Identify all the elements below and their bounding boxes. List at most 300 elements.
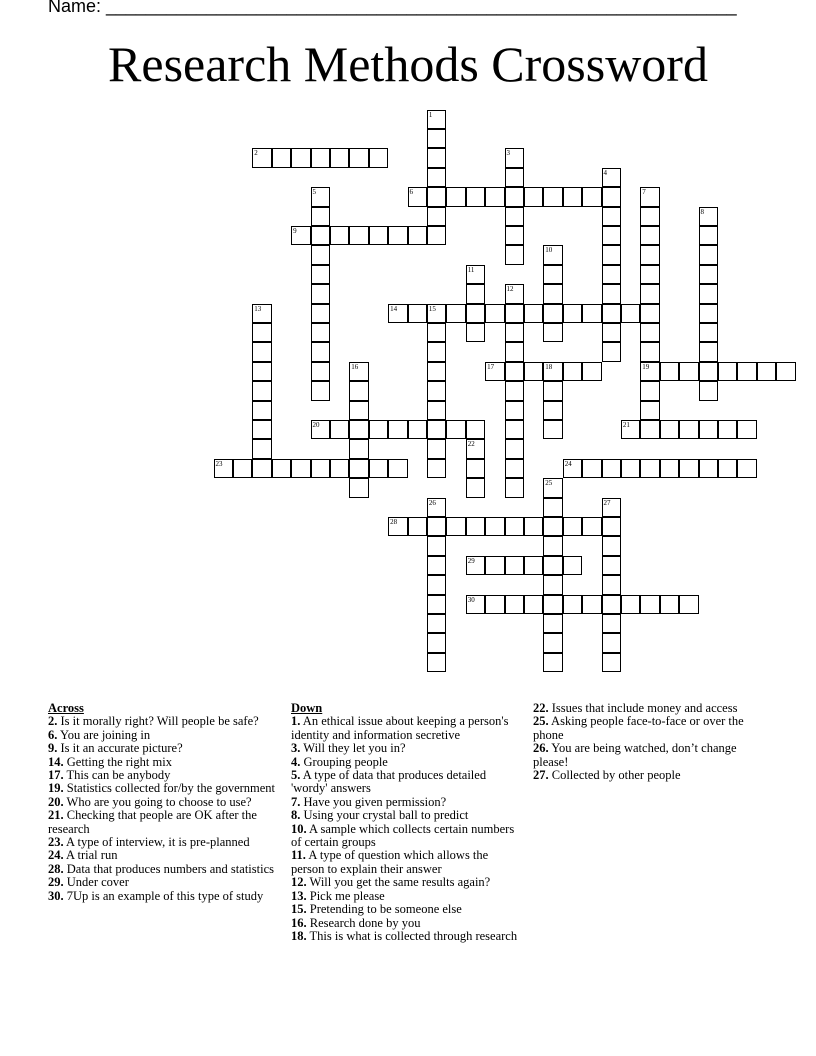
grid-cell[interactable] [466,304,486,324]
grid-cell[interactable] [388,517,408,537]
clue-number: 18. [291,928,307,943]
grid-cell[interactable] [349,459,369,479]
grid-cell[interactable] [349,148,369,168]
grid-cell[interactable] [427,129,447,149]
grid-cell[interactable] [718,459,738,479]
grid-cell[interactable] [543,595,563,615]
grid-cell[interactable] [349,362,369,382]
grid-cell[interactable] [699,381,719,401]
grid-cell[interactable] [427,362,447,382]
grid-cell[interactable] [408,420,428,440]
clue-item [533,742,763,769]
clue-number-label: 16 [351,362,359,371]
grid-cell[interactable] [621,595,641,615]
clue-item [48,782,278,795]
grid-cell[interactable] [446,304,466,324]
grid-cell[interactable] [505,304,525,324]
clue-item [48,890,278,903]
clue-number-label: 3 [506,149,510,158]
clue-number: 17. [48,768,64,783]
grid-cell[interactable] [543,517,563,537]
clue-text: Using your crystal ball to predict [300,808,469,823]
clue-item [48,876,278,889]
grid-cell[interactable] [485,187,505,207]
grid-cell[interactable] [582,459,602,479]
grid-cell[interactable] [524,187,544,207]
grid-cell[interactable] [466,187,486,207]
grid-cell[interactable] [621,420,641,440]
clue-text: A sample which collects certain numbers of certain groups [291,821,515,850]
grid-cell[interactable] [388,226,408,246]
grid-cell[interactable] [427,323,447,343]
grid-cell[interactable] [252,439,272,459]
grid-cell[interactable] [272,459,292,479]
grid-cell[interactable] [446,517,466,537]
grid-cell[interactable] [563,517,583,537]
clue-number-label: 1 [428,110,433,119]
grid-cell[interactable] [349,401,369,421]
grid-cell[interactable] [311,342,331,362]
grid-cell[interactable] [466,478,486,498]
grid-cell[interactable] [311,362,331,382]
grid-cell[interactable] [311,284,331,304]
grid-cell[interactable] [660,362,680,382]
grid-cell[interactable] [369,226,389,246]
grid-cell[interactable] [427,110,447,130]
grid-cell[interactable] [543,187,563,207]
grid-cell[interactable] [602,168,622,188]
grid-cell[interactable] [408,187,428,207]
grid-cell[interactable] [349,478,369,498]
grid-cell[interactable] [640,187,660,207]
grid-cell[interactable] [408,226,428,246]
grid-cell[interactable] [427,595,447,615]
grid-cell[interactable] [602,595,622,615]
grid-cell[interactable] [505,595,525,615]
clue-item [291,796,523,809]
grid-cell[interactable] [311,226,331,246]
grid-cell[interactable] [543,536,563,556]
clue-number-label: 14 [390,304,398,313]
grid-cell[interactable] [427,207,447,227]
clue-number-label: 9 [293,226,297,235]
grid-cell[interactable] [640,284,660,304]
clue-text: A type of interview, it is pre-planned [63,835,250,850]
clue-number: 15. [291,902,307,917]
clue-number: 16. [291,915,307,930]
grid-cell[interactable] [408,517,428,537]
clue-number: 8. [291,808,301,823]
grid-cell[interactable] [602,284,622,304]
grid-cell[interactable] [699,342,719,362]
grid-cell[interactable] [427,439,447,459]
grid-cell[interactable] [252,381,272,401]
grid-cell[interactable] [543,381,563,401]
clue-item [533,702,763,715]
clue-number: 26. [533,741,549,756]
grid-cell[interactable] [543,653,563,673]
grid-cell[interactable] [660,459,680,479]
grid-cell[interactable] [582,517,602,537]
grid-cell[interactable] [466,439,486,459]
grid-cell[interactable] [602,187,622,207]
grid-cell[interactable] [485,556,505,576]
grid-cell[interactable] [602,653,622,673]
grid-cell[interactable] [330,420,350,440]
grid-cell[interactable] [543,323,563,343]
grid-cell[interactable] [466,420,486,440]
down-list [291,715,523,943]
grid-cell[interactable] [563,556,583,576]
grid-cell[interactable] [660,420,680,440]
clue-number-label: 10 [545,246,553,255]
grid-cell[interactable] [466,323,486,343]
clue-item [48,849,278,862]
clue-number: 12. [291,875,307,890]
clue-item [48,769,278,782]
clue-number: 3. [291,741,301,756]
grid-cell[interactable] [427,342,447,362]
grid-cell[interactable] [737,420,757,440]
grid-cell[interactable] [699,362,719,382]
grid-cell[interactable] [427,226,447,246]
grid-cell[interactable] [427,420,447,440]
grid-cell[interactable] [427,148,447,168]
grid-cell[interactable] [388,304,408,324]
grid-cell[interactable] [602,265,622,285]
grid-cell[interactable] [349,226,369,246]
grid-cell[interactable] [582,304,602,324]
grid-cell[interactable] [427,459,447,479]
grid-cell[interactable] [252,420,272,440]
grid-cell[interactable] [505,323,525,343]
grid-cell[interactable] [349,381,369,401]
grid-cell[interactable] [582,595,602,615]
clue-number-label: 15 [428,304,436,313]
grid-cell[interactable] [602,517,622,537]
grid-cell[interactable] [543,245,563,265]
grid-cell[interactable] [602,459,622,479]
grid-cell[interactable] [640,245,660,265]
grid-cell[interactable] [602,245,622,265]
grid-cell[interactable] [311,323,331,343]
clue-number: 30. [48,888,64,903]
grid-cell[interactable] [330,459,350,479]
grid-cell[interactable] [679,459,699,479]
grid-cell[interactable] [388,420,408,440]
clue-text: Is it morally right? Will people be safe? [57,714,259,729]
grid-cell[interactable] [602,633,622,653]
grid-cell[interactable] [408,304,428,324]
clue-text: Collected by other people [548,768,681,783]
grid-cell[interactable] [543,498,563,518]
grid-cell[interactable] [718,420,738,440]
grid-cell[interactable] [640,381,660,401]
grid-cell[interactable] [505,207,525,227]
clue-item [48,796,278,809]
clue-number: 13. [291,888,307,903]
clue-text: Grouping people [300,754,388,769]
clue-item [291,769,523,796]
grid-cell[interactable] [543,401,563,421]
grid-cell[interactable] [699,323,719,343]
grid-cell[interactable] [427,168,447,188]
clue-text: Data that produces numbers and statistics [63,861,274,876]
across-heading: Across [48,701,84,715]
grid-cell[interactable] [543,556,563,576]
grid-cell[interactable] [466,595,486,615]
grid-cell[interactable] [679,420,699,440]
grid-cell[interactable] [291,148,311,168]
grid-cell[interactable] [252,304,272,324]
grid-cell[interactable] [602,498,622,518]
grid-cell[interactable] [582,362,602,382]
grid-cell[interactable] [543,420,563,440]
grid-cell[interactable] [427,517,447,537]
grid-cell[interactable] [369,459,389,479]
grid-cell[interactable] [505,187,525,207]
grid-cell[interactable] [505,401,525,421]
grid-cell[interactable] [291,226,311,246]
clue-item [291,715,523,742]
grid-cell[interactable] [446,187,466,207]
grid-cell[interactable] [640,459,660,479]
grid-cell[interactable] [543,478,563,498]
grid-cell[interactable] [602,304,622,324]
grid-cell[interactable] [349,439,369,459]
grid-cell[interactable] [505,478,525,498]
grid-cell[interactable] [252,401,272,421]
grid-cell[interactable] [466,284,486,304]
grid-cell[interactable] [505,284,525,304]
grid-cell[interactable] [311,207,331,227]
grid-cell[interactable] [466,459,486,479]
grid-cell[interactable] [679,595,699,615]
grid-cell[interactable] [640,304,660,324]
grid-cell[interactable] [214,459,234,479]
grid-cell[interactable] [427,304,447,324]
grid-cell[interactable] [640,226,660,246]
grid-cell[interactable] [427,187,447,207]
grid-cell[interactable] [602,226,622,246]
grid-cell[interactable] [679,362,699,382]
clue-number: 11. [291,848,306,863]
grid-cell[interactable] [602,323,622,343]
clue-item [291,756,523,769]
clue-number-label: 21 [622,420,630,429]
grid-cell[interactable] [485,595,505,615]
grid-cell[interactable] [602,556,622,576]
clue-number-label: 30 [467,595,475,604]
grid-cell[interactable] [330,148,350,168]
clue-text: You are joining in [57,727,151,742]
down-list-continued [533,702,763,782]
grid-cell[interactable] [252,323,272,343]
clue-number: 7. [291,794,301,809]
grid-cell[interactable] [505,226,525,246]
clue-item [291,809,523,822]
grid-cell[interactable] [427,614,447,634]
grid-cell[interactable] [699,420,719,440]
clue-text: Who are you going to choose to use? [63,794,252,809]
grid-cell[interactable] [660,595,680,615]
grid-cell[interactable] [543,633,563,653]
grid-cell[interactable] [466,517,486,537]
grid-cell[interactable] [311,459,331,479]
grid-cell[interactable] [505,168,525,188]
grid-cell[interactable] [640,342,660,362]
grid-cell[interactable] [427,381,447,401]
grid-cell[interactable] [427,401,447,421]
grid-cell[interactable] [466,556,486,576]
clue-item [48,756,278,769]
grid-cell[interactable] [311,304,331,324]
grid-cell[interactable] [233,459,253,479]
grid-cell[interactable] [252,148,272,168]
clue-text: Checking that people are OK after the research [48,808,257,836]
clue-item [291,917,523,930]
clue-number-label: 26 [428,498,436,507]
grid-cell[interactable] [543,265,563,285]
grid-cell[interactable] [505,420,525,440]
clue-item [291,823,523,850]
grid-cell[interactable] [311,187,331,207]
grid-cell[interactable] [640,595,660,615]
grid-cell[interactable] [737,459,757,479]
grid-cell[interactable] [446,420,466,440]
grid-cell[interactable] [524,556,544,576]
grid-cell[interactable] [699,459,719,479]
grid-cell[interactable] [505,439,525,459]
grid-cell[interactable] [602,536,622,556]
grid-cell[interactable] [466,265,486,285]
grid-cell[interactable] [427,653,447,673]
grid-cell[interactable] [485,304,505,324]
clue-number-label: 2 [254,149,258,158]
grid-cell[interactable] [505,342,525,362]
clue-number-label: 6 [409,188,413,197]
clue-number: 27. [533,768,549,783]
page-title: Research Methods Crossword [108,36,708,92]
grid-cell[interactable] [621,304,641,324]
clue-item [291,876,523,889]
grid-cell[interactable] [602,575,622,595]
grid-cell[interactable] [505,362,525,382]
clue-item [533,769,763,782]
grid-cell[interactable] [252,362,272,382]
grid-cell[interactable] [737,362,757,382]
grid-cell[interactable] [524,517,544,537]
grid-cell[interactable] [640,207,660,227]
grid-cell[interactable] [524,595,544,615]
grid-cell[interactable] [582,187,602,207]
grid-cell[interactable] [543,304,563,324]
grid-cell[interactable] [699,284,719,304]
grid-cell[interactable] [485,517,505,537]
grid-cell[interactable] [757,362,777,382]
grid-cell[interactable] [718,362,738,382]
clue-text: Have you given permission? [300,794,447,809]
grid-cell[interactable] [640,401,660,421]
grid-cell[interactable] [699,245,719,265]
grid-cell[interactable] [699,207,719,227]
grid-cell[interactable] [311,245,331,265]
clue-text: A trial run [63,848,118,863]
grid-cell[interactable] [602,342,622,362]
grid-cell[interactable] [524,362,544,382]
grid-cell[interactable] [699,226,719,246]
clue-number: 2. [48,714,58,729]
grid-cell[interactable] [563,362,583,382]
grid-cell[interactable] [330,226,350,246]
clue-text: Getting the right mix [63,754,172,769]
grid-cell[interactable] [563,459,583,479]
grid-cell[interactable] [621,459,641,479]
clue-text: Pick me please [306,888,385,903]
grid-cell[interactable] [349,420,369,440]
clue-number: 1. [291,714,301,729]
clue-text: Issues that include money and access [548,701,738,715]
grid-cell[interactable] [427,498,447,518]
grid-cell[interactable] [505,245,525,265]
clue-number-label: 8 [700,207,704,216]
grid-cell[interactable] [369,148,389,168]
grid-cell[interactable] [252,342,272,362]
clue-number-label: 27 [603,498,611,507]
grid-cell[interactable] [311,148,331,168]
clue-number: 25. [533,714,549,729]
grid-cell[interactable] [640,265,660,285]
grid-cell[interactable] [563,304,583,324]
grid-cell[interactable] [602,614,622,634]
grid-cell[interactable] [427,556,447,576]
grid-cell[interactable] [505,459,525,479]
grid-cell[interactable] [311,381,331,401]
grid-cell[interactable] [427,575,447,595]
grid-cell[interactable] [427,633,447,653]
grid-cell[interactable] [699,265,719,285]
grid-cell[interactable] [602,207,622,227]
grid-cell[interactable] [291,459,311,479]
grid-cell[interactable] [776,362,796,382]
grid-cell[interactable] [505,517,525,537]
clue-text: Will you get the same results again? [306,875,491,890]
grid-cell[interactable] [388,459,408,479]
grid-cell[interactable] [563,595,583,615]
grid-cell[interactable] [505,148,525,168]
grid-cell[interactable] [640,323,660,343]
grid-cell[interactable] [252,459,272,479]
grid-cell[interactable] [699,304,719,324]
grid-cell[interactable] [543,284,563,304]
grid-cell[interactable] [543,614,563,634]
grid-cell[interactable] [640,420,660,440]
grid-cell[interactable] [311,420,331,440]
grid-cell[interactable] [524,304,544,324]
grid-cell[interactable] [505,381,525,401]
grid-cell[interactable] [543,362,563,382]
grid-cell[interactable] [272,148,292,168]
grid-cell[interactable] [369,420,389,440]
grid-cell[interactable] [485,362,505,382]
down-clues [291,702,523,943]
grid-cell[interactable] [543,575,563,595]
grid-cell[interactable] [640,362,660,382]
grid-cell[interactable] [427,536,447,556]
grid-cell[interactable] [563,187,583,207]
grid-cell[interactable] [311,265,331,285]
grid-cell[interactable] [505,556,525,576]
